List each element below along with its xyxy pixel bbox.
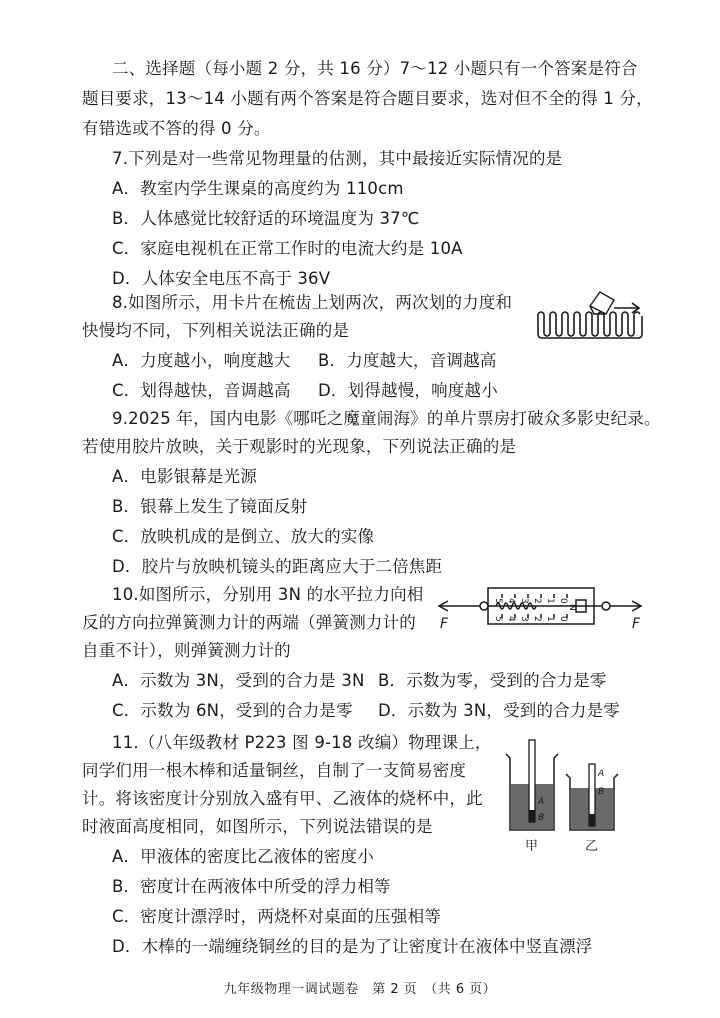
q8-option-a: A．力度越小，响度越大 [112,351,291,370]
q7-option-a: A．教室内学生课桌的高度约为 110cm [112,179,404,198]
scale-tick-bottom-3: 2 [532,616,542,622]
q10-stem-line-1: 10.如图所示，分别用 3N 的水平拉力向相 [112,585,424,604]
scale-tick-top-2: 3 [519,598,529,604]
q9-option-d: D．胶片与放映机镜头的距离应大于二倍焦距 [112,557,443,576]
q8-stem-line-1: 8.如图所示，用卡片在梳齿上划两次，两次划的力度和 [112,293,513,312]
q11-option-d: D．木棒的一端缠绕铜丝的目的是为了让密度计在液体中竖直漂浮 [112,937,593,956]
densimeter-left [529,740,535,822]
scale-tick-bottom-5: 0 [558,616,568,622]
section-instruction-line-1: 二、选择题（每小题 2 分，共 16 分）7～12 小题只有一个答案是符合 [112,59,638,78]
beaker-left-label: 甲 [525,839,539,854]
q11-stem-line-1: 11.（八年级教材 P223 图 9-18 改编）物理课上， [112,733,492,752]
motion-arrow-icon [614,303,639,313]
q10-option-b: B．示数为零，受到的合力是零 [378,671,607,690]
right-force-label: F [632,616,641,632]
scale-tick-top-0: 5 [493,598,503,604]
right-mark-a: A [598,769,605,779]
card-shape [590,292,614,314]
q11-option-b: B．密度计在两液体中所受的浮力相等 [112,877,391,896]
left-force-label: F [440,616,449,632]
q10-option-c: C．示数为 6N，受到的合力是零 [112,701,353,720]
scale-tick-bottom-2: 3 [519,616,529,622]
page-footer: 九年级物理一调试题卷 第 2 页 （共 6 页） [223,982,497,997]
scale-tick-bottom-0: 5 [493,616,503,622]
scale-tick-top-5: 0 [558,598,568,604]
q10-stem-line-3: 自重不计），则弹簧测力计的 [82,641,291,660]
section-instruction-line-2: 题目要求，13～14 小题有两个答案是符合题目要求，选对但不全的得 1 分， [82,89,653,108]
q8-option-d: D．划得越慢，响度越小 [318,381,498,400]
q10-stem-line-2: 反的方向拉弹簧测力计的两端（弹簧测力计的 [82,613,416,632]
scale-tick-bottom-4: 1 [545,616,555,622]
q8-stem-line-2: 快慢均不同，下列相关说法正确的是 [82,321,350,340]
q9-option-b: B．银幕上发生了镜面反射 [112,497,308,516]
section-instruction-line-3: 有错选或不答的得 0 分。 [82,119,271,138]
left-mark-b: B [538,813,545,823]
q10-option-a: A．示数为 3N，受到的合力是 3N [112,671,365,690]
spring-scale-figure [436,584,646,630]
q9-option-c: C．放映机成的是倒立、放大的实像 [112,527,375,546]
q9-stem-line-1: 9.2025 年，国内电影《哪吒之魔童闹海》的单片票房打破众多影史纪录。 [112,409,661,428]
right-ring-icon [602,602,610,610]
q10-option-d: D．示数为 3N，受到的合力是零 [378,701,620,720]
comb-card-figure [534,288,644,348]
densimeter-right [589,764,595,826]
scale-tick-bottom-1: 4 [506,616,516,622]
q9-option-a: A．电影银幕是光源 [112,467,258,486]
q11-stem-line-2: 同学们用一根木棒和适量铜丝，自制了一支简易密度 [82,761,467,780]
left-mark-a: A [538,797,545,807]
scale-unit-label: N [567,604,577,611]
right-mark-b: B [598,787,605,797]
q11-stem-line-3: 计。将该密度计分别放入盛有甲、乙液体的烧杯中，此 [82,789,483,808]
q11-stem-line-4: 时液面高度相同，如图所示，下列说法错误的是 [82,817,433,836]
scale-tick-top-3: 2 [532,598,542,604]
q7-option-d: D．人体安全电压不高于 36V [112,269,331,288]
q11-option-c: C．密度计漂浮时，两烧杯对桌面的压强相等 [112,907,442,926]
densimeter-beakers-figure [494,738,634,856]
scale-tick-top-1: 4 [506,598,516,604]
q7-option-c: C．家庭电视机在正常工作时的电流大约是 10A [112,239,463,258]
beaker-right-label: 乙 [585,839,599,854]
q8-option-b: B．力度越大，音调越高 [318,351,497,370]
q8-option-c: C．划得越快，音调越高 [112,381,291,400]
q11-option-a: A．甲液体的密度比乙液体的密度小 [112,847,374,866]
left-ring-icon [480,602,488,610]
scale-tick-top-4: 1 [545,598,555,604]
q7-stem: 7.下列是对一些常见物理量的估测，其中最接近实际情况的是 [112,149,563,168]
q7-option-b: B．人体感觉比较舒适的环境温度为 37℃ [112,209,420,228]
q9-stem-line-2: 若使用胶片放映，关于观影时的光现象，下列说法正确的是 [82,437,517,456]
